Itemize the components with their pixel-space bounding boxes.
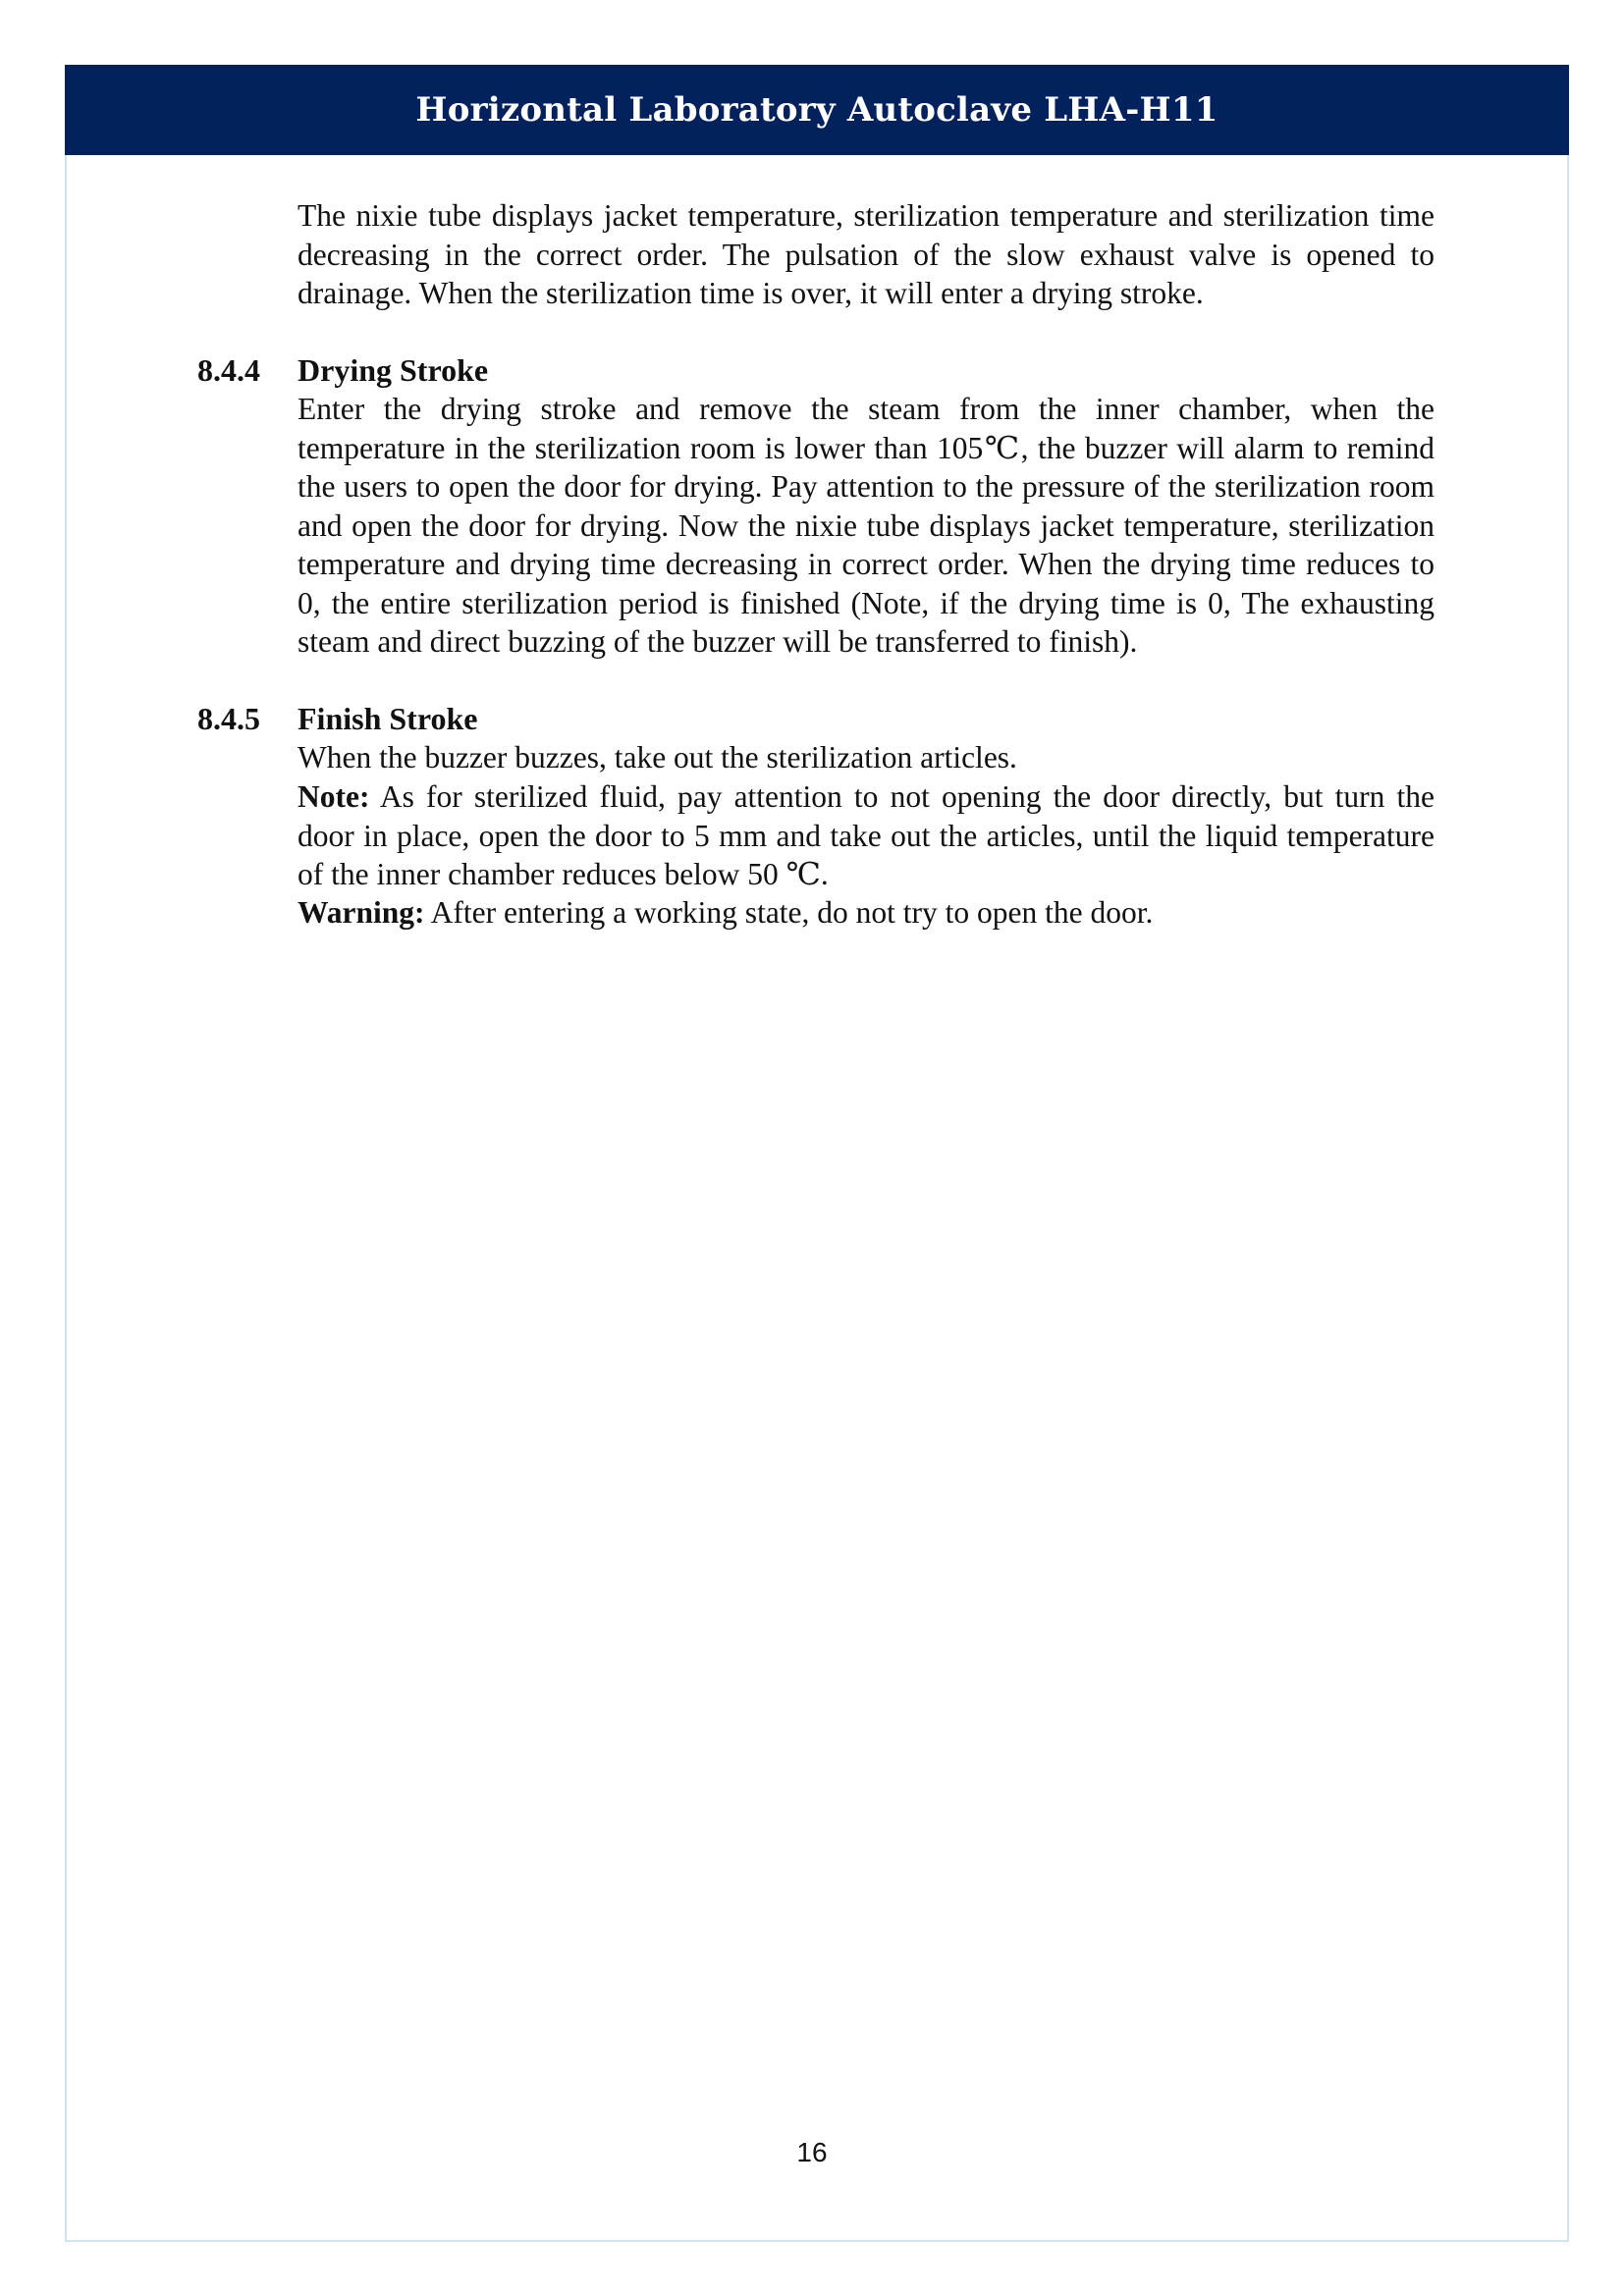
note-paragraph (298, 777, 1435, 894)
section-number-8-4-5: 8.4.5 (197, 701, 260, 736)
section-number-8-4-4: 8.4.4 (197, 352, 260, 388)
document-title: Horizontal Laboratory Autoclave LHA-H11 (415, 90, 1218, 130)
page-number: 16 (796, 2137, 828, 2167)
note-label: Note: (298, 779, 370, 814)
note-text: As for sterilized fluid, pay attention to not opening the door directly, but turn the door in place, open the door to 5 mm and take out the articles, until the liquid temperature of the inner chamber reduces below 50 ℃. (298, 779, 1435, 891)
section-title-finish-stroke: Finish Stroke (298, 701, 478, 736)
section-title-drying-stroke: Drying Stroke (298, 352, 489, 388)
drying-stroke-paragraph: Enter the drying stroke and remove the steam from the inner chamber, when the temperature in the sterilization room is lower than 105℃, the buzzer will alarm to remind the users to open the door for drying. Pay attention to the pressure of the sterilization room and open the door for drying. Now the nixie tube displays jacket temperature, sterilization temperature and drying time decreasing in correct order. When the drying time reduces to 0, the entire sterilization period is finished (Note, if the drying time is 0, The exhausting steam and direct buzzing of the buzzer will be transferred to finish). (298, 392, 1435, 659)
warning-text: After entering a working state, do not try to open the door. (424, 895, 1154, 930)
warning-label: Warning: (298, 895, 425, 930)
warning-paragraph (298, 893, 1435, 933)
document-header-bar (65, 65, 1569, 155)
finish-stroke-paragraph: When the buzzer buzzes, take out the sterilization articles. (298, 740, 1017, 774)
intro-paragraph: The nixie tube displays jacket temperature, sterilization temperature and sterilization time decreasing in the correct order. The pulsation of the slow exhaust valve is opened to drainage. When the sterilization time is over, it will enter a drying stroke. (298, 198, 1435, 310)
